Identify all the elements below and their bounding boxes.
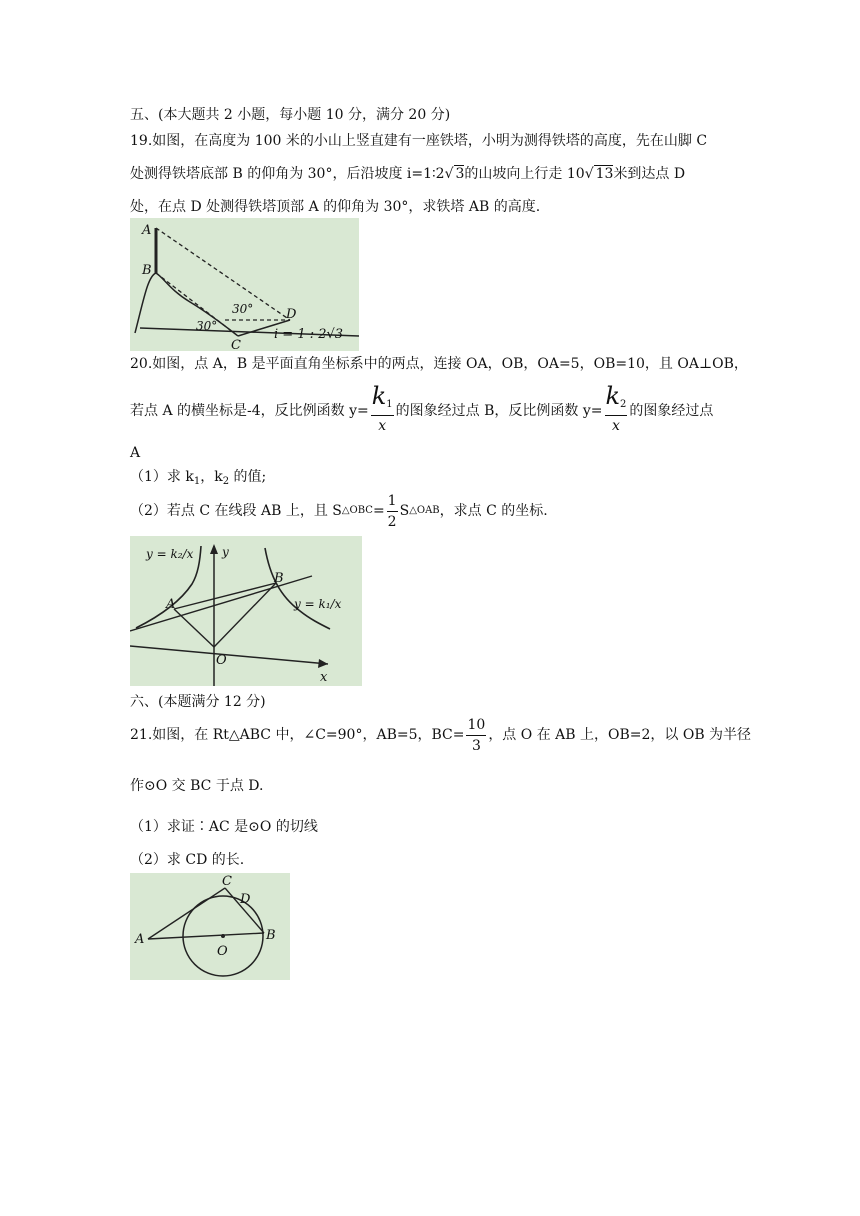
q19-line-2c: 米到达点 D <box>613 166 686 182</box>
sqrt-symbol: √ <box>584 166 594 182</box>
label-o: O <box>217 944 228 959</box>
half-denominator: 2 <box>387 513 397 530</box>
section-6-heading: 六、(本题满分 12 分) <box>130 694 266 710</box>
x-denominator: x <box>612 418 620 434</box>
x-denominator: x <box>378 418 387 434</box>
frac-numerator: 10 <box>466 715 486 736</box>
angle-label-d: 30° <box>232 302 254 316</box>
part2-a: （2）若点 C 在线段 AB 上，且 S <box>130 503 342 519</box>
frac-denominator: 3 <box>471 737 481 754</box>
curve-k1 <box>265 548 330 629</box>
k1-numerator: k <box>371 382 387 410</box>
line-ab <box>130 576 312 631</box>
label-x: x <box>320 670 328 685</box>
fraction-k2-over-x <box>605 382 628 436</box>
label-b: B <box>266 928 276 943</box>
fraction-one-half <box>387 491 398 532</box>
q20-part-2 <box>130 488 548 534</box>
label-curve-k1: y = k₁/x <box>294 597 342 611</box>
q21-figure <box>130 873 290 980</box>
label-c: C <box>222 874 232 889</box>
part1-c: 的值; <box>229 469 267 485</box>
q19-sqrt-13: 13 <box>595 166 614 182</box>
part1-a: （1）求 k <box>130 469 194 485</box>
part1-sub1: 1 <box>193 476 201 487</box>
q20-line-1: 20.如图，点 A，B 是平面直角坐标系中的两点，连接 OA，OB，OA=5，OB=10，且 OA⊥OB， <box>130 356 748 372</box>
q21-part-1: （1）求证∶AC 是⊙O 的切线 <box>130 819 318 835</box>
center-dot <box>221 934 225 938</box>
q19-sqrt-3: 3 <box>455 166 465 182</box>
label-c: C <box>231 338 241 351</box>
fraction-10-over-3 <box>466 715 486 756</box>
q21-diagram <box>130 873 290 980</box>
part2-c: ，求点 C 的坐标. <box>439 503 548 519</box>
q20-line-2 <box>130 382 714 434</box>
y-axis-arrow <box>210 544 218 554</box>
q21-line-1a: 21.如图，在 Rt△ABC 中，∠C=90°，AB=5，BC= <box>130 727 465 743</box>
q19-line-3: 处，在点 D 处测得铁塔顶部 A 的仰角为 30°，求铁塔 AB 的高度. <box>130 199 541 215</box>
q19-line-2b: 的山坡向上行走 10 <box>464 166 585 182</box>
segment-ob <box>214 583 276 647</box>
part2-sub2: △OAB <box>409 505 440 516</box>
q20-line-2c: 的图象经过点 <box>629 403 714 419</box>
q20-line-2b: 的图象经过点 B，反比例函数 y= <box>395 403 603 419</box>
part1-sub2: 2 <box>222 476 230 487</box>
q21-line-1 <box>130 712 751 758</box>
q20-line-3: A <box>130 445 141 461</box>
label-y: y <box>222 545 229 559</box>
label-d: D <box>240 892 251 907</box>
q19-line-1: 19.如图，在高度为 100 米的小山上竖直建有一座铁塔，小明为测得铁塔的高度，先在山脚 C <box>130 133 708 149</box>
slope-label: i = 1 : 2√3 <box>274 327 344 342</box>
x-axis-arrow <box>318 659 328 668</box>
label-b: B <box>142 263 152 278</box>
part2-eq: = <box>372 503 385 519</box>
q19-line-2 <box>130 164 685 184</box>
part1-b: ，k <box>200 469 223 485</box>
q20-diagram <box>130 536 362 686</box>
label-d: D <box>286 307 297 322</box>
k1-subscript: 1 <box>386 399 393 410</box>
part2-b: S <box>399 503 410 519</box>
segment-ab <box>148 933 264 939</box>
q21-part-2: （2）求 CD 的长. <box>130 852 245 868</box>
k2-subscript: 2 <box>620 399 627 410</box>
sightline-da <box>156 228 290 320</box>
q19-figure <box>130 218 359 351</box>
label-a: A <box>135 932 145 947</box>
angle-label-c: 30° <box>196 319 218 333</box>
x-axis <box>130 646 328 664</box>
q20-figure <box>130 536 362 686</box>
segment-oa <box>174 609 214 647</box>
part2-sub1: △OBC <box>341 505 373 516</box>
q19-diagram <box>130 218 359 351</box>
sqrt-symbol: √ <box>444 166 454 182</box>
q21-line-2: 作⊙O 交 BC 于点 D. <box>130 778 264 794</box>
label-curve-k2: y = k₂/x <box>146 547 194 561</box>
label-a: A <box>142 223 152 238</box>
section-5-heading: 五、(本大题共 2 小题，每小题 10 分，满分 20 分) <box>130 107 451 123</box>
fraction-k1-over-x <box>371 382 394 436</box>
label-a: A <box>166 597 176 612</box>
segment-ac <box>148 888 225 939</box>
hill-outline <box>135 273 238 336</box>
q20-line-2a: 若点 A 的横坐标是-4，反比例函数 y= <box>130 403 369 419</box>
label-b: B <box>274 571 284 586</box>
label-o: O <box>216 653 227 668</box>
k2-numerator: k <box>605 382 621 410</box>
half-numerator: 1 <box>387 491 398 512</box>
q21-line-1b: ，点 O 在 AB 上，OB=2，以 OB 为半径 <box>488 727 752 743</box>
q19-line-2a: 处测得铁塔底部 B 的仰角为 30°，后沿坡度 i=1∶2 <box>130 166 445 182</box>
